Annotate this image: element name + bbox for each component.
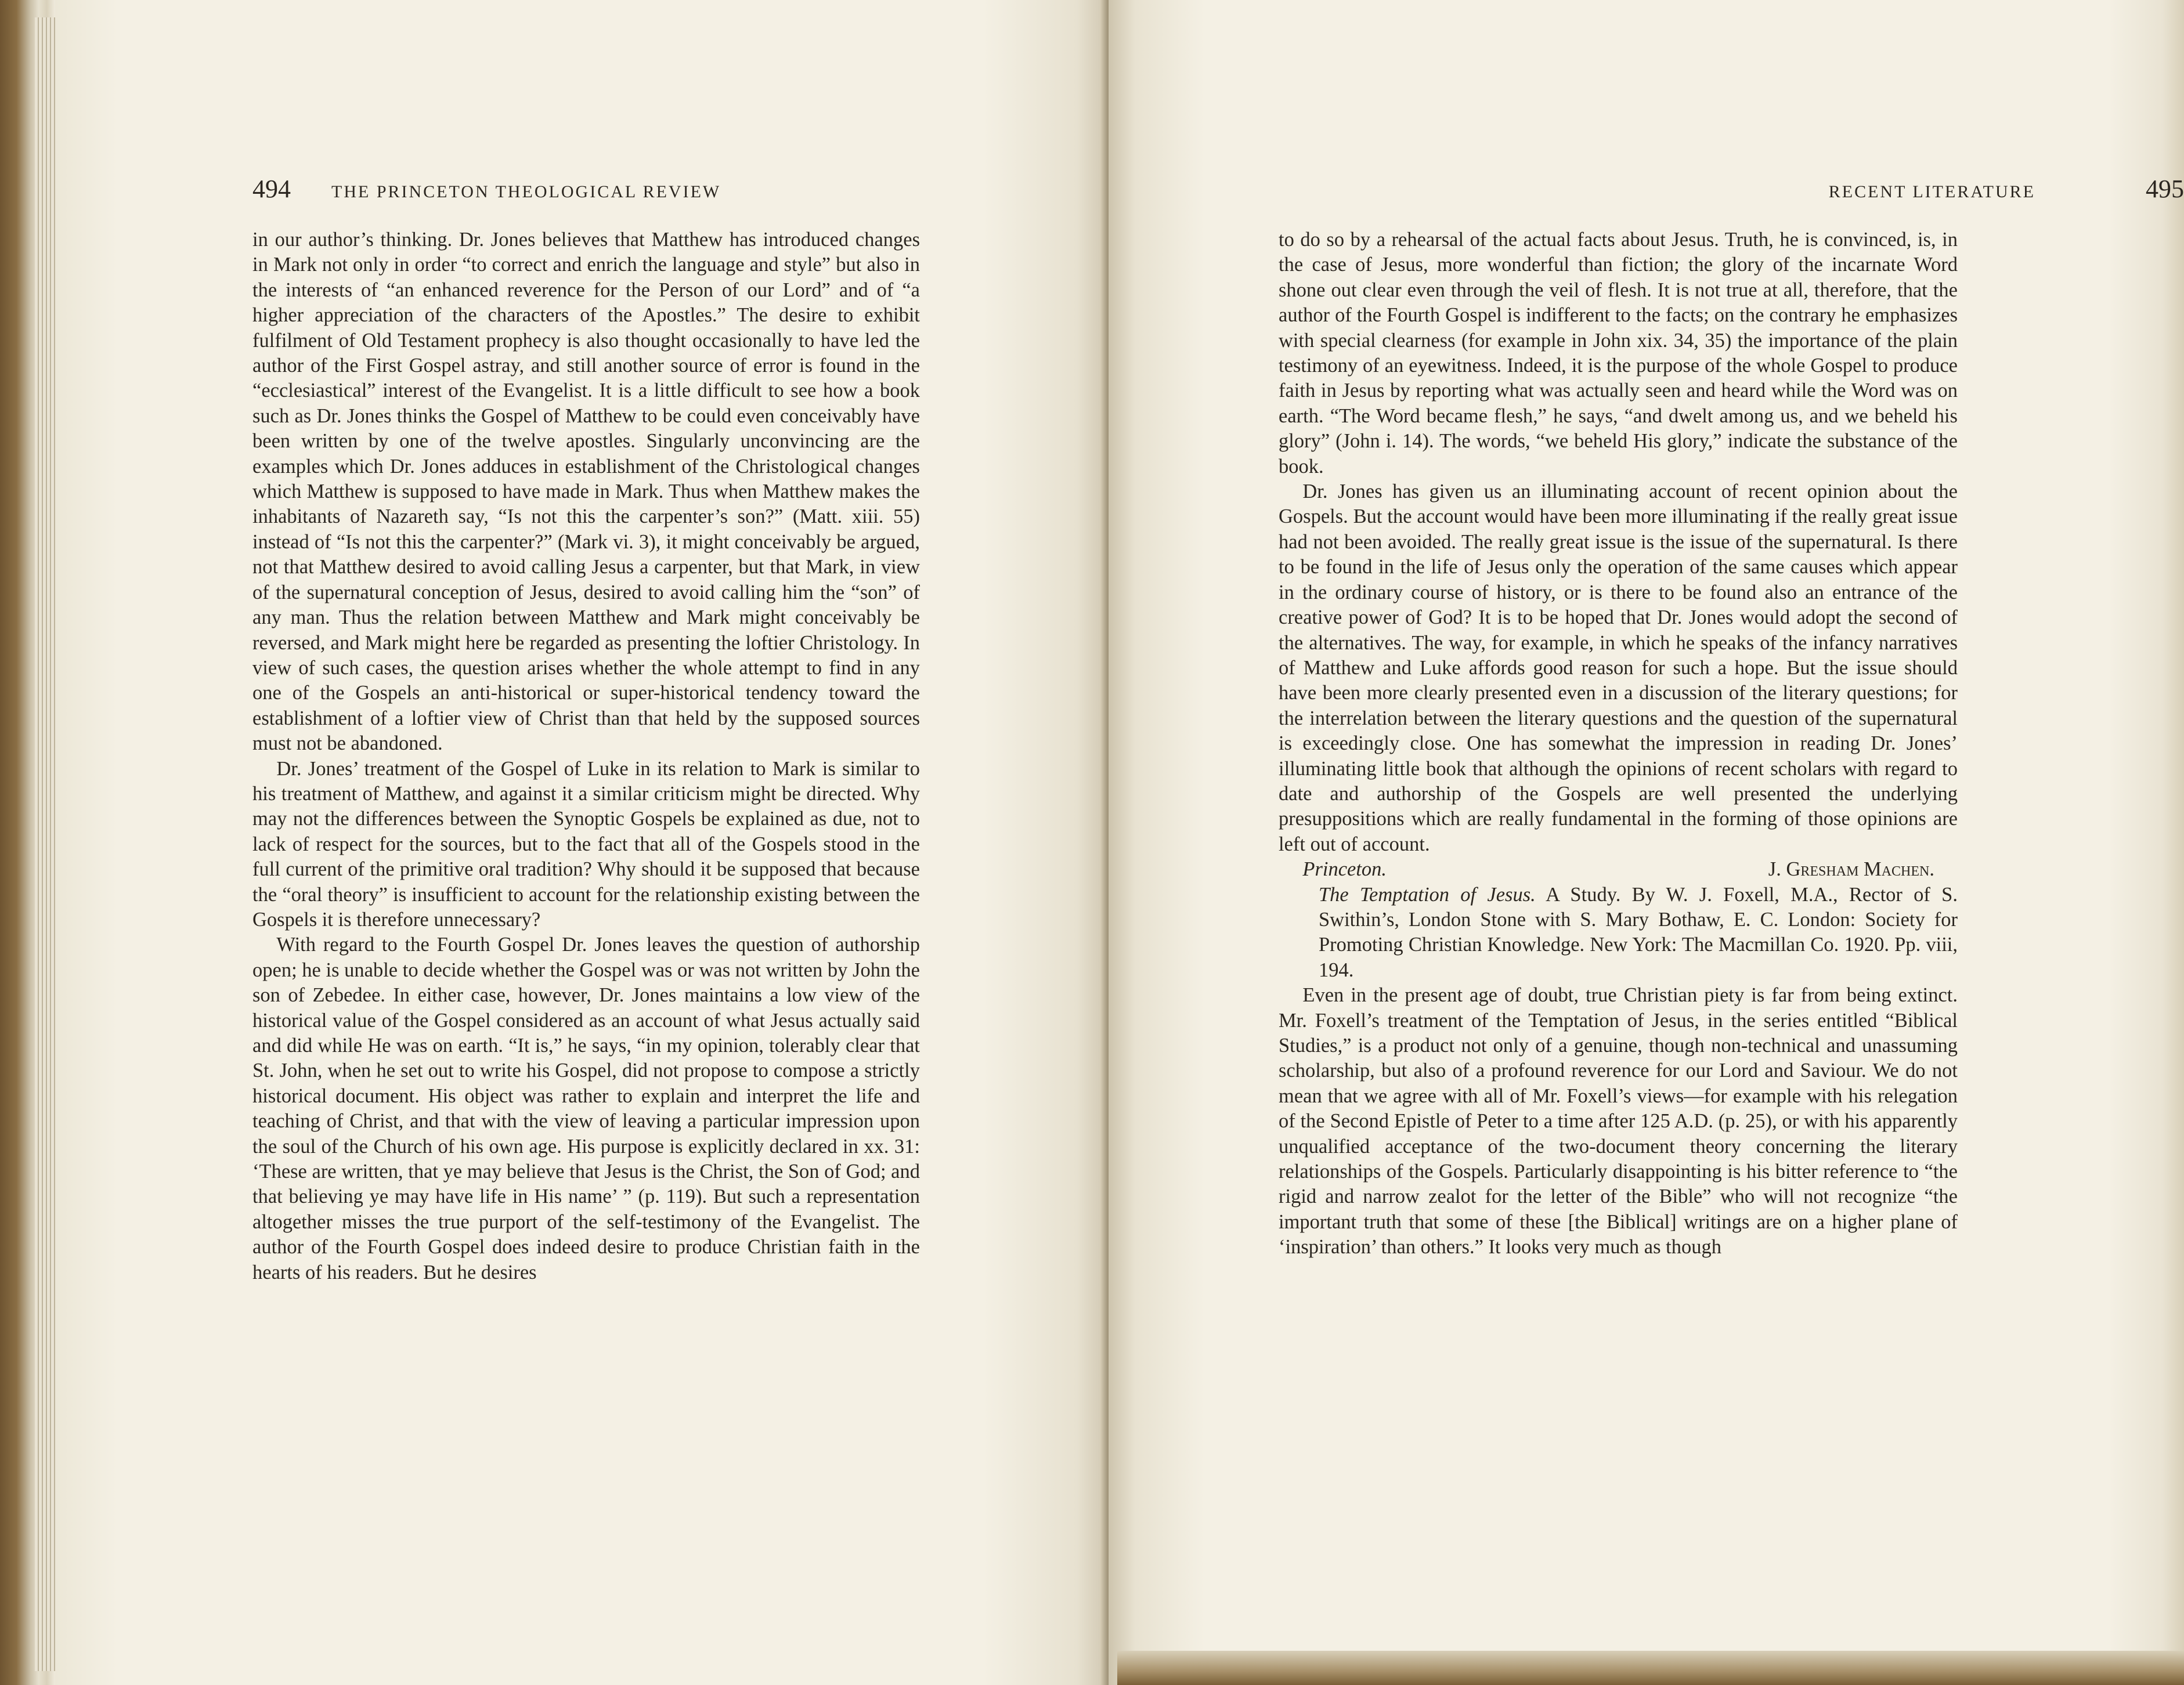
right-running-header <box>1496 174 2184 209</box>
review-title: The Temptation of Jesus. <box>1319 883 1536 906</box>
page-number-left: 494 <box>252 175 291 203</box>
running-head-left: THE PRINCETON THEOLOGICAL REVIEW <box>331 182 721 201</box>
right-page <box>1109 0 2184 1685</box>
signature-name: J. Gresham Machen. <box>1768 858 1934 881</box>
left-running-header <box>252 174 984 209</box>
running-head-right: RECENT LITERATURE <box>1828 182 2035 201</box>
page-number-right: 495 <box>2146 175 2184 203</box>
review-citation: A Study. By W. J. Foxell, M.A., Rector of S. Swithin’s, London Stone with S. Mary Bothaw, E. C. London: Society for Promoting Christian Knowledge. New York: The Macmillan Co. 1920. Pp. viii, 194. <box>1319 883 1958 981</box>
paragraph: Dr. Jones has given us an illuminating account of recent opinion about the Gospels. But the account would have been more illuminating if the really great issue had not been avoided. The really great issue is the issue of the supernatural. Is there to be found in the life of Jesus only the operation of the same causes which appear in the ordinary course of history, or is there to be found also an entrance of the creative power of God? It is to be hoped that Dr. Jones would adopt the second of the alternatives. The way, for example, in which he speaks of the infancy narratives of Matthew and Luke affords good reason for such a hope. But the issue should have been more clearly presented even in a discussion of the literary questions; for the interrelation between the literary questions and the question of the supernatural is exceedingly close. One has somewhat the impression in reading Dr. Jones’ illuminating little book that although the opinions of recent scholars with regard to date and authorship of the Gospels are well presented the underlying presuppositions which are really fundamental in the forming of those opinions are left out of account. <box>1279 480 1958 855</box>
paragraph: Even in the present age of doubt, true Christian piety is far from being extinct. Mr. Foxell’s treatment of the Temptation of Jesus, in the series entitled “Biblical Studies,” is a product not only of a genuine, though non-technical and unassuming scholarship, but also of a profound reverence for our Lord and Saviour. We do not mean that we agree with all of Mr. Foxell’s views—for example with his relegation of the Second Epistle of Peter to a time after 125 A.D. (p. 25), or with his apparently unqualified acceptance of the two-document theory concerning the literary relationships of the Gospels. Particularly disappointing is his bitter reference to “the rigid and narrow zealot for the letter of the Bible” who will not recognize “the important truth that some of these [the Biblical] writings are on a higher plane of ‘inspiration’ than others.” It looks very much as though <box>1279 984 1958 1259</box>
signature-place: Princeton. <box>1302 858 1387 881</box>
review-bibliography <box>1279 883 1958 983</box>
paragraph: to do so by a rehearsal of the actual facts about Jesus. Truth, he is convinced, is, in the case of Jesus, more wonderful than fiction; the glory of the incarnate Word shone out clear even through the veil of flesh. It is not true at all, therefore, that the author of the Fourth Gospel is indifferent to the facts; on the contrary he emphasizes with special clearness (for example in John xix. 34, 35) the importance of the plain testimony of an eyewitness. Indeed, it is the purpose of the whole Gospel to produce faith in Jesus by reporting what was actually seen and heard while the Word was on earth. “The Word became flesh,” he says, “and dwelt among us, and we beheld his glory” (John i. 14). The words, “we beheld His glory,” indicate the substance of the book. <box>1279 229 1958 478</box>
paragraph: Dr. Jones’ treatment of the Gospel of Luke in its relation to Mark is similar to his treatment of Matthew, and against it a similar criticism might be directed. Why may not the differences between the Synoptic Gospels be explained as due, not to lack of respect for the sources, but to the fact that all of the Gospels stood in the full current of the primitive oral tradition? Why should it be supposed that because the “oral theory” is insufficient to account for the relationship existing between the Gospels it is therefore unnecessary? <box>252 757 920 931</box>
paragraph: With regard to the Fourth Gospel Dr. Jones leaves the question of authorship open; he is unable to decide whether the Gospel was or was not written by John the son of Zebedee. In either case, however, Dr. Jones maintains a low view of the historical value of the Gospel considered as an account of what Jesus actually said and did while He was on earth. “It is,” he says, “in my opinion, tolerably clear that St. John, when he set out to write his Gospel, did not propose to compose a strictly historical document. His object was rather to explain and interpret the life and teaching of Christ, and that with the view of leaving a particular impression upon the soul of the Church of his own age. His purpose is explicitly declared in xx. 31: ‘These are written, that ye may believe that Jesus is the Christ, the Son of God; and that believing ye may have life in His name’ ” (p. 119). But such a representation altogether misses the true purport of the self-testimony of the Evangelist. The author of the Fourth Gospel does indeed desire to produce Christian faith in the hearts of his readers. But he desires <box>252 934 920 1283</box>
book-bottom-edge <box>1117 1651 2184 1685</box>
left-page <box>55 0 1109 1685</box>
right-body-text <box>1279 227 1958 1260</box>
left-body-text <box>252 227 920 1285</box>
paragraph: in our author’s thinking. Dr. Jones believes that Matthew has introduced changes in Mark not only in order “to correct and enrich the language and style” but also in the interests of “an enhanced reverence for the Person of our Lord” and of “a higher appreciation of the characters of the Apostles.” The desire to exhibit fulfilment of Old Testament prophecy is also thought occasionally to have led the author of the First Gospel astray, and still another source of error is found in the “ecclesiastical” interest of the Evangelist. It is a little difficult to see how a book such as Dr. Jones thinks the Gospel of Matthew to be could even conceivably have been written by one of the twelve apostles. Singularly unconvincing are the examples which Dr. Jones adduces in establishment of the Christological changes which Matthew is supposed to have made in Mark. Thus when Matthew makes the inhabitants of Nazareth say, “Is not this the carpenter’s son?” (Matt. xiii. 55) instead of “Is not this the carpenter?” (Mark vi. 3), it might conceivably be argued, not that Matthew desired to avoid calling Jesus a carpenter, but that Mark, in view of the supernatural conception of Jesus, desired to avoid calling him the “son” of any man. Thus the relation between Matthew and Mark might conceivably be reversed, and Mark might here be regarded as presenting the loftier Christology. In view of such cases, the question arises whether the whole attempt to find in any one of the Gospels an anti-historical or super-historical tendency toward the establishment of a loftier view of Christ than that held by the supposed sources must not be abandoned. <box>252 229 920 755</box>
review-signature <box>1279 857 1958 882</box>
page-edges <box>35 17 58 1671</box>
